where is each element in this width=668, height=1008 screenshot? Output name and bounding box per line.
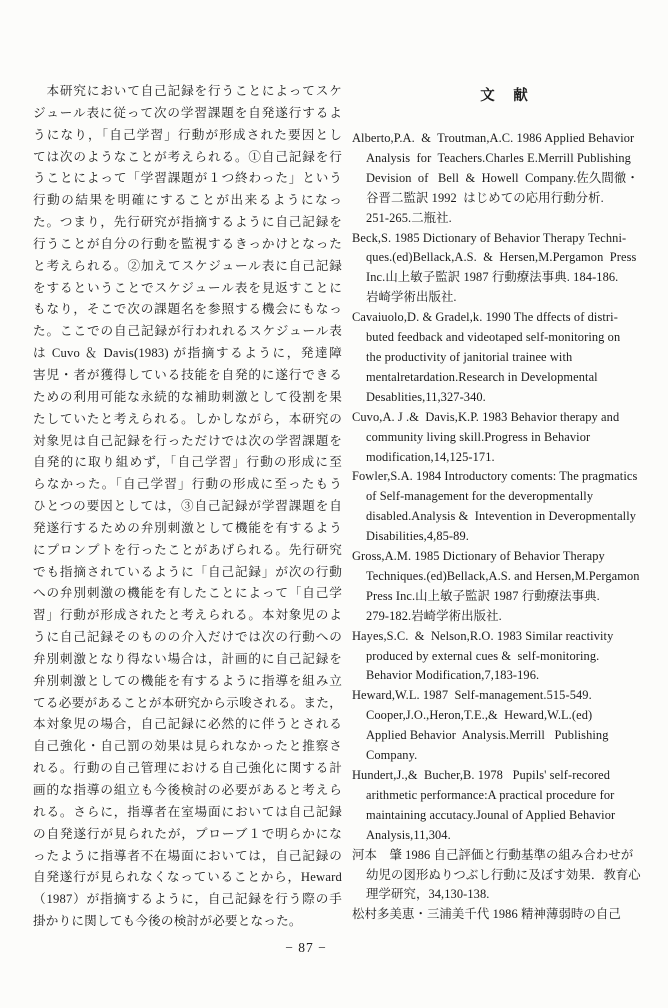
reference-line: Beck,S. 1985 Dictionary of Behavior Therapy Techni- — [352, 230, 627, 245]
reference-entry — [352, 308, 658, 408]
reference-line: Disabilities,4,85-89. — [366, 529, 469, 544]
body-text-line: 本対象児の場合，自己記録に必然的に伴うとされる — [33, 717, 342, 732]
reference-line: Alberto,P.A. & Troutman,A.C. 1986 Applied Behavior — [352, 131, 635, 145]
body-text-line: ひとつの要因としては，③自己記録が学習課題を自 — [33, 499, 342, 514]
reference-line: Cooper,J.O.,Heron,T.E.,& Heward,W.L.(ed) — [366, 708, 593, 723]
body-text-line: 行動の結果を明確にすることが出来るようになっ — [33, 193, 342, 208]
reference-line: Hundert,J.,& Bucher,B. 1978 Pupils' self-recored — [352, 768, 611, 782]
body-text-line: 発遂行するための弁別刺激として機能を有するよう — [33, 520, 342, 535]
references-list — [352, 129, 658, 925]
body-text-line: と考えられる。②加えてスケジュール表に自己記録 — [33, 258, 342, 273]
body-text-line: ための利用可能な永続的な補助刺激として役割を果 — [33, 389, 342, 404]
body-text-line: た。つまり，先行研究が指摘するように自己記録を — [33, 215, 342, 230]
body-text-line: 自発的に取り組めず，「自己学習」行動の形成に至 — [33, 455, 342, 470]
reference-entry — [352, 846, 658, 906]
reference-line: 岩崎学術出版社. — [366, 290, 457, 305]
reference-entry — [352, 766, 658, 846]
reference-entry — [352, 229, 658, 309]
body-text-line: 対象児は自己記録を行っただけでは次の学習課題を — [33, 433, 342, 448]
body-text-line: うになり，「自己学習」行動が形成された要因とし — [33, 127, 342, 142]
reference-line: produced by external cues & self-monitoring. — [366, 648, 600, 663]
reference-entry — [352, 467, 658, 547]
reference-entry — [352, 905, 658, 925]
reference-line: Desablities,11,327-340. — [366, 389, 486, 404]
reference-entry — [352, 129, 658, 229]
reference-line: Applied Behavior Analysis.Merrill Publishing — [366, 728, 609, 743]
reference-line: Cavaiuolo,D. & Gradel,k. 1990 The dffects of distri- — [352, 310, 618, 325]
reference-entry — [352, 547, 658, 627]
reference-line: Press Inc.山上敏子監訳 1987 行動療法事典. — [366, 588, 600, 603]
body-text-line: 画的な指導の組立も今後検討の必要があると考えら — [33, 783, 342, 797]
body-text-line: もなり，そこで次の課題名を参照する機会にもなっ — [33, 302, 342, 317]
body-text-line: でも指摘されているように「自己記録」が次の行動 — [33, 564, 342, 579]
body-text-line: れる。行動の自己管理における自己強化に関する計 — [33, 761, 342, 776]
reference-line: Inc.山上敏子監訳 1987 行動療法事典. 184-186. — [366, 270, 619, 285]
body-text-line: れる。さらに，指導者在室場面においては自己記録 — [33, 804, 342, 819]
body-text-line: （1987）が指摘するように，自己記録を行う際の手 — [33, 892, 342, 907]
reference-line: Company. — [366, 748, 418, 763]
reference-line: 279-182.岩崎学術出版社. — [366, 608, 502, 623]
reference-line: Techniques.(ed)Bellack,A.S. and Hersen,M.Pergamon — [366, 568, 640, 583]
body-text-line: うことによって「学習課題が１つ終わった」という — [33, 171, 342, 186]
body-text-line: にプロンプトを行ったことがあげられる。先行研究 — [33, 542, 342, 557]
reference-line: 河本 肇 1986 自己評価と行動基準の組み合わせが — [352, 847, 634, 862]
reference-line: Hayes,S.C. & Nelson,R.O. 1983 Similar reactivity — [352, 628, 614, 643]
body-text-line: 自発遂行が見られなくなっていることから，Heward — [33, 870, 342, 885]
body-text-line: への弁別刺激の機能を有したことによって「自己学 — [33, 586, 342, 601]
reference-line: 理学研究，34,130-138. — [366, 887, 490, 902]
reference-entry — [352, 686, 658, 766]
reference-line: Devision of Bell & Howell Company.佐久間徹・ — [366, 170, 639, 185]
reference-line: of Self-management for the deveropmentally — [366, 489, 594, 504]
references-heading: 文 献 — [480, 88, 530, 104]
reference-line: Cuvo,A. J .& Davis,K.P. 1983 Behavior therapy and — [352, 409, 620, 424]
reference-entry — [352, 627, 658, 687]
reference-line: Fowler,S.A. 1984 Introductory coments: The pragmatics — [352, 469, 638, 484]
body-text-line: は Cuvo ＆ Davis(1983) が指摘するように，発達障 — [33, 346, 342, 361]
reference-line: maintaining accutacy.Jounal of Applied Behavior — [366, 807, 616, 822]
reference-line: Heward,W.L. 1987 Self-management.515-549. — [352, 688, 592, 703]
reference-line: mentalretardation.Research in Developmental — [366, 369, 598, 384]
body-text-line: 害児・者が獲得している技能を自発的に遂行できる — [33, 367, 342, 382]
body-text-line: ったように指導者不在場面においては，自己記録の — [33, 848, 342, 863]
reference-line: community living skill.Progress in Behavior — [366, 429, 591, 444]
reference-line: disabled.Analysis & Intevention in Deveropmentally — [366, 509, 637, 524]
body-text-line: 習」行動が形成されたと考えられる。本対象児のよ — [33, 608, 342, 623]
body-text-line: 自己強化・自己罰の効果は見られなかったと推察さ — [33, 739, 342, 754]
reference-line: Analysis for Teachers.Charles E.Merrill Publishing — [366, 150, 631, 165]
body-text-line: 行うことが自分の行動を監視するきっかけとなった — [33, 236, 342, 251]
page-number: − 87 − — [285, 940, 327, 955]
body-text-column — [33, 81, 342, 933]
reference-line: arithmetic performance:A practical procedure for — [366, 787, 615, 802]
reference-line: Behavior Modification,7,183-196. — [366, 668, 540, 683]
body-text-line: うに自己記録そのものの介入だけでは次の行動への — [33, 630, 342, 645]
body-text-line: たしていたと考えられる。しかしながら，本研究の — [33, 411, 342, 426]
reference-line: 谷晋二監訳 1992 はじめての応用行動分析. — [366, 190, 604, 205]
reference-line: buted feedback and videotaped self-monitoring on — [366, 330, 621, 345]
body-text-line: た。ここでの自己記録が行われれるスケジュール表 — [33, 324, 342, 339]
body-text-line: 弁別刺激となり得ない場合は，計画的に自己記録を — [33, 651, 342, 666]
reference-line: Analysis,11,304. — [366, 827, 451, 842]
reference-line: 251-265.二瓶社. — [366, 210, 452, 225]
reference-line: 幼児の図形ぬりつぶし行動に及ぼす効果．教育心 — [366, 867, 641, 882]
body-text-line: 掛かりに関しても今後の検討が必要となった。 — [33, 914, 302, 929]
reference-entry — [352, 408, 658, 468]
body-text-line: ては次のようなことが考えられる。①自己記録を行 — [33, 149, 342, 164]
body-text-line: をするということでスケジュール表を見返すことに — [33, 280, 342, 295]
body-text-line: 弁別刺激としての機能を有するように指導を組み立 — [33, 673, 342, 688]
reference-line: Gross,A.M. 1985 Dictionary of Behavior Therapy — [352, 549, 605, 564]
reference-line: ques.(ed)Bellack,A.S. & Hersen,M.Pergamon Press — [366, 250, 637, 265]
reference-line: 松村多美恵・三浦美千代 1986 精神薄弱時の自己 — [352, 907, 621, 922]
body-text-line: ジュール表に従って次の学習課題を自発遂行するよ — [33, 105, 342, 120]
body-text-line: 本研究において自己記録を行うことによってスケ — [33, 84, 342, 98]
body-text-line: らなかった。「自己学習」行動の形成に至ったもう — [33, 477, 342, 492]
reference-line: modification,14,125-171. — [366, 449, 495, 464]
references-column — [352, 84, 658, 925]
body-text-line: てる必要があることが本研究から示唆される。また， — [33, 695, 342, 710]
reference-line: the productivity of janitorial trainee with — [366, 349, 573, 364]
body-text-line: の自発遂行が見られたが，プローブ１で明らかにな — [33, 826, 342, 841]
